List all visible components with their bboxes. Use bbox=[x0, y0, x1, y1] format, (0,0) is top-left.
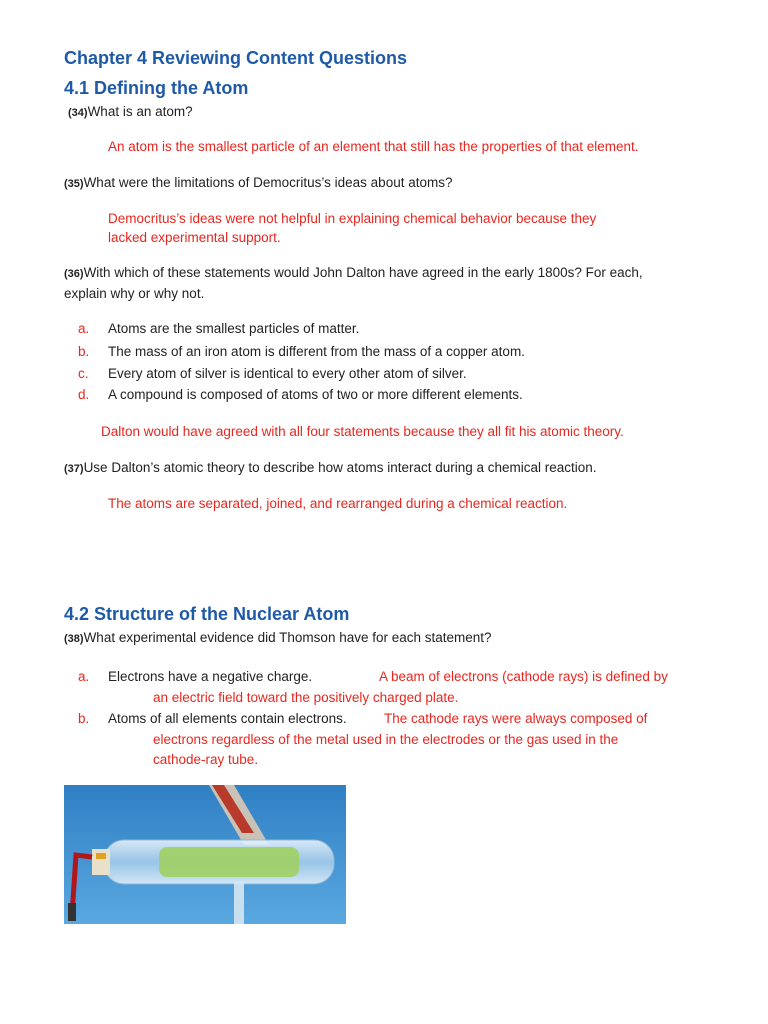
list-text: Every atom of silver is identical to every other atom of silver. bbox=[108, 366, 467, 381]
answer-38b-line: electrons regardless of the metal used in the electrodes or the gas used in the bbox=[153, 732, 619, 747]
question-36 bbox=[64, 263, 724, 303]
question-35 bbox=[64, 173, 724, 194]
list-item bbox=[78, 342, 525, 361]
list-item bbox=[78, 667, 312, 686]
question-number: (36) bbox=[64, 268, 84, 280]
question-text: explain why or why not. bbox=[64, 286, 205, 301]
answer-35 bbox=[108, 209, 596, 247]
answer-38b-line: cathode-ray tube. bbox=[153, 752, 259, 767]
list-letter: d. bbox=[78, 387, 90, 402]
question-number: (37) bbox=[64, 463, 84, 475]
list-text: The mass of an iron atom is different from the mass of a copper atom. bbox=[108, 344, 525, 359]
question-text: Use Dalton’s atomic theory to describe how atoms interact during a chemical reaction. bbox=[83, 460, 597, 475]
list-letter: c. bbox=[78, 366, 89, 381]
list-item bbox=[78, 319, 359, 338]
list-text: A compound is composed of atoms of two or more different elements. bbox=[108, 387, 523, 402]
question-text: What is an atom? bbox=[87, 104, 193, 119]
question-number: (38) bbox=[64, 633, 84, 645]
section-heading-4-2: 4.2 Structure of the Nuclear Atom bbox=[64, 604, 350, 624]
answer-38b-line: The cathode rays were always composed of bbox=[384, 711, 648, 726]
question-37 bbox=[64, 458, 724, 479]
answer-36: Dalton would have agreed with all four statements because they all fit his atomic theory. bbox=[101, 424, 624, 439]
answer-38a-line: A beam of electrons (cathode rays) is defined by bbox=[379, 669, 668, 684]
list-text: Atoms are the smallest particles of matter. bbox=[108, 321, 360, 336]
question-text: What were the limitations of Democritus’s ideas about atoms? bbox=[83, 175, 453, 190]
answer-37: The atoms are separated, joined, and rearranged during a chemical reaction. bbox=[108, 496, 568, 511]
page-title: Chapter 4 Reviewing Content Questions bbox=[64, 48, 408, 68]
list-text: Atoms of all elements contain electrons. bbox=[108, 711, 347, 726]
question-text: With which of these statements would John Dalton have agreed in the early 1800s? For each, bbox=[83, 265, 643, 280]
question-number: (35) bbox=[64, 178, 84, 190]
list-text: Electrons have a negative charge. bbox=[108, 669, 313, 684]
question-34 bbox=[68, 102, 728, 123]
cathode-ray-tube-photo bbox=[64, 785, 346, 924]
answer-line: Democritus’s ideas were not helpful in explaining chemical behavior because they bbox=[108, 211, 597, 226]
list-item bbox=[78, 385, 523, 404]
list-item bbox=[78, 364, 467, 383]
list-letter: b. bbox=[78, 711, 90, 726]
section-heading-4-1: 4.1 Defining the Atom bbox=[64, 78, 249, 98]
question-38 bbox=[64, 628, 724, 649]
answer-38a-line: an electric field toward the positively charged plate. bbox=[153, 690, 459, 705]
question-text: What experimental evidence did Thomson have for each statement? bbox=[83, 630, 492, 645]
list-letter: a. bbox=[78, 321, 90, 336]
list-letter: a. bbox=[78, 669, 90, 684]
question-number: (34) bbox=[68, 107, 88, 119]
answer-34: An atom is the smallest particle of an element that still has the properties of that element. bbox=[108, 139, 639, 154]
answer-line: lacked experimental support. bbox=[108, 230, 281, 245]
list-letter: b. bbox=[78, 344, 90, 359]
list-item bbox=[78, 709, 347, 728]
